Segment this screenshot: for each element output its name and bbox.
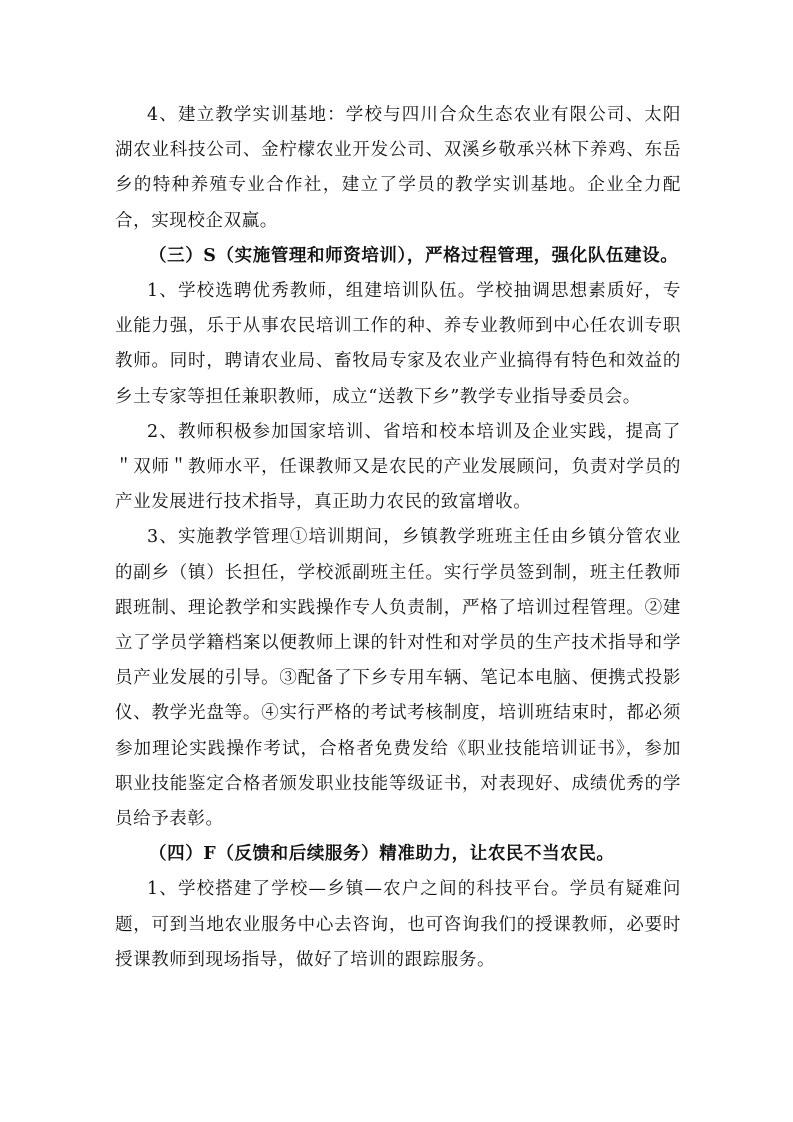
section-heading-3: （三）S（实施管理和师资培训），严格过程管理，强化队伍建设。 [149,245,679,266]
document-body [115,98,681,978]
paragraph-tech-platform: 1、学校搭建了学校—乡镇—农户之间的科技平台。学员有疑难问题，可到当地农业服务中心去咨询，也可咨询我们的授课教师，必要时授课教师到现场指导，做好了培训的跟踪服务。 [115,879,681,970]
section-heading-4: （四）F（反馈和后续服务）精准助力，让农民不当农民。 [149,844,615,865]
paragraph-training-bases: 4、建立教学实训基地：学校与四川合众生态农业有限公司、太阳湖农业科技公司、金柠檬农业开发公司、双溪乡敬承兴林下养鸡、东岳乡的特种养殖专业合作社，建立了学员的教学实训基地。企业全力配合，实现校企双赢。 [115,105,681,231]
paragraph-teacher-selection: 1、学校选聘优秀教师，组建培训队伍。学校抽调思想素质好，专业能力强，乐于从事农民培训工作的种、养专业教师到中心任农训专职教师。同时，聘请农业局、畜牧局专家及农业产业搞得有特色和效益的乡土专家等担任兼职教师，成立“送教下乡”教学专业指导委员会。 [115,281,681,407]
paragraph-teacher-training: 2、教师积极参加国家培训、省培和校本培训及企业实践，提高了＂双师＂教师水平，任课教师又是农民的产业发展顾问，负责对学员的产业发展进行技术指导，真正助力农民的致富增收。 [115,421,681,513]
paragraph-teaching-management: 3、实施教学管理①培训期间，乡镇教学班班主任由乡镇分管农业的副乡（镇）长担任，学校派副班主任。实行学员签到制，班主任教师跟班制、理论教学和实践操作专人负责制，严格了培训过程管理。②建立了学员学籍档案以便教师上课的针对性和对学员的生产技术指导和学员产业发展的引导。③配备了下乡专用车辆、笔记本电脑、便携式投影仪、教学光盘等。④实行严格的考试考核制度，培训班结束时，都必须参加理论实践操作考试，合格者免费发给《职业技能培训证书》，参加职业技能鉴定合格者颁发职业技能等级证书，对表现好、成绩优秀的学员给予表彰。 [115,527,681,830]
